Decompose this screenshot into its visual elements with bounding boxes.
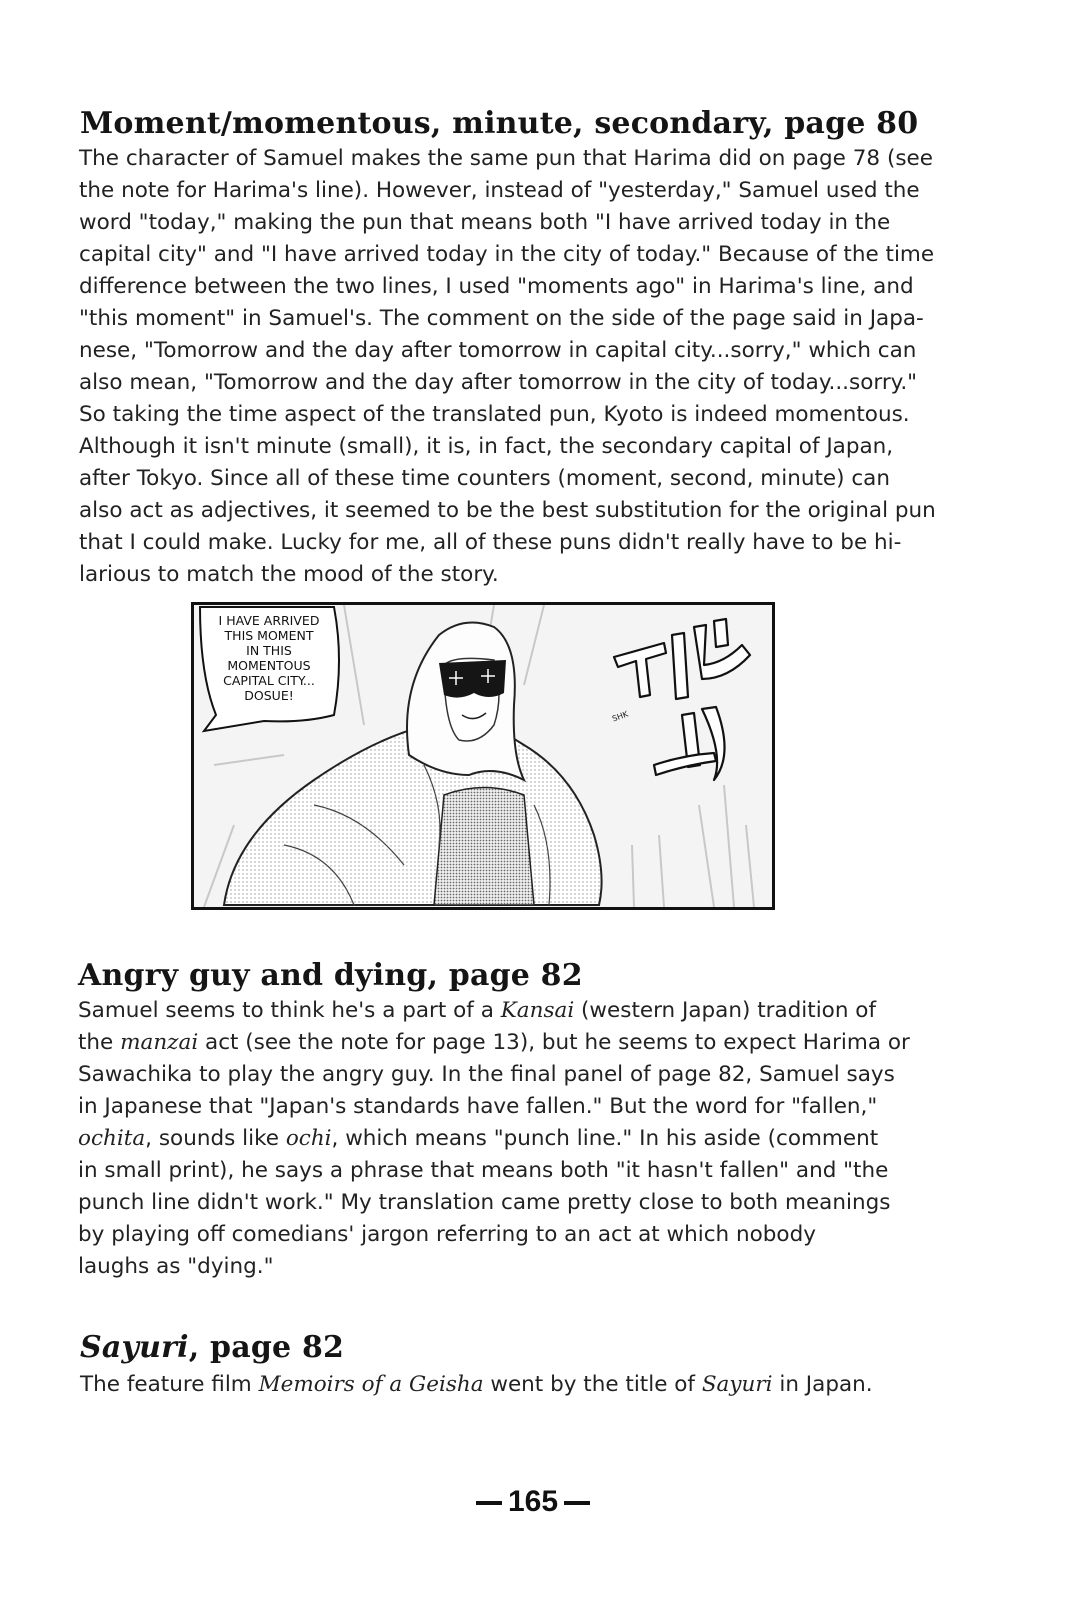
text-line: "this moment" in Samuel's. The comment on the side of the page said in Japa-	[79, 306, 924, 331]
speech-line: THIS MOMENT	[224, 628, 314, 643]
note-heading-sayuri	[80, 1330, 344, 1366]
text-line: The character of Samuel makes the same pun that Harima did on page 78 (see	[79, 146, 933, 171]
text-line: the manzai act (see the note for page 13), but he seems to expect Harima or	[78, 1030, 910, 1055]
text-line: Samuel seems to think he's a part of a Kansai (western Japan) tradition of	[78, 998, 877, 1023]
speech-line: DOSUE!	[244, 688, 294, 703]
text-line: Although it isn't minute (small), it is, in fact, the secondary capital of Japan,	[79, 434, 894, 459]
note-body-sayuri	[80, 1369, 980, 1401]
text-line: word "today," making the pun that means both "I have arrived today in the	[79, 210, 891, 235]
page-number	[0, 1482, 1066, 1522]
text-line: nese, "Tomorrow and the day after tomorrow in capital city...sorry," which can	[79, 338, 917, 363]
note-body-moment	[79, 143, 979, 591]
heading-rest: , page 82	[188, 1330, 345, 1365]
speech-line: MOMENTOUS	[227, 658, 311, 673]
speech-line: I HAVE ARRIVED	[218, 613, 320, 628]
text-line: also mean, "Tomorrow and the day after tomorrow in the city of today...sorry."	[79, 370, 918, 395]
speech-line: IN THIS	[246, 643, 292, 658]
text-line: ochita, sounds like ochi, which means "punch line." In his aside (comment	[78, 1126, 879, 1151]
text-line: capital city" and "I have arrived today in the city of today." Because of the time	[79, 242, 935, 267]
manga-panel	[191, 602, 775, 910]
text-line: the note for Harima's line). However, instead of "yesterday," Samuel used the	[79, 178, 920, 203]
note-heading-angry-guy: Angry guy and dying, page 82	[78, 958, 583, 993]
dash-decoration	[564, 1501, 590, 1505]
text-line: So taking the time aspect of the translated pun, Kyoto is indeed momentous.	[79, 402, 910, 427]
speech-bubble-text	[204, 613, 334, 703]
text-line: that I could make. Lucky for me, all of these puns didn't really have to be hi-	[79, 530, 902, 555]
speech-line: CAPITAL CITY...	[223, 673, 315, 688]
text-line: larious to match the mood of the story.	[79, 562, 499, 587]
heading-italic-part: Sayuri	[80, 1330, 189, 1365]
note-body-angry-guy	[78, 995, 978, 1283]
dash-decoration	[476, 1501, 502, 1505]
text-line: in Japanese that "Japan's standards have fallen." But the word for "fallen,"	[78, 1094, 878, 1119]
text-line: after Tokyo. Since all of these time counters (moment, second, minute) can	[79, 466, 890, 491]
text-line: punch line didn't work." My translation came pretty close to both meanings	[78, 1190, 891, 1215]
sound-effect-label: SHK	[610, 709, 630, 724]
text-line: The feature film Memoirs of a Geisha went by the title of Sayuri in Japan.	[80, 1372, 873, 1397]
text-line: by playing off comedians' jargon referring to an act at which nobody	[78, 1222, 816, 1247]
text-line: Sawachika to play the angry guy. In the final panel of page 82, Samuel says	[78, 1062, 895, 1087]
text-line: in small print), he says a phrase that means both "it hasn't fallen" and "the	[78, 1158, 889, 1183]
text-line: difference between the two lines, I used "moments ago" in Harima's line, and	[79, 274, 914, 299]
page-number-value: 165	[507, 1485, 559, 1518]
text-line: laughs as "dying."	[78, 1254, 274, 1279]
text-line: also act as adjectives, it seemed to be the best substitution for the original pun	[79, 498, 936, 523]
note-heading-moment: Moment/momentous, minute, secondary, page 80	[80, 106, 919, 141]
